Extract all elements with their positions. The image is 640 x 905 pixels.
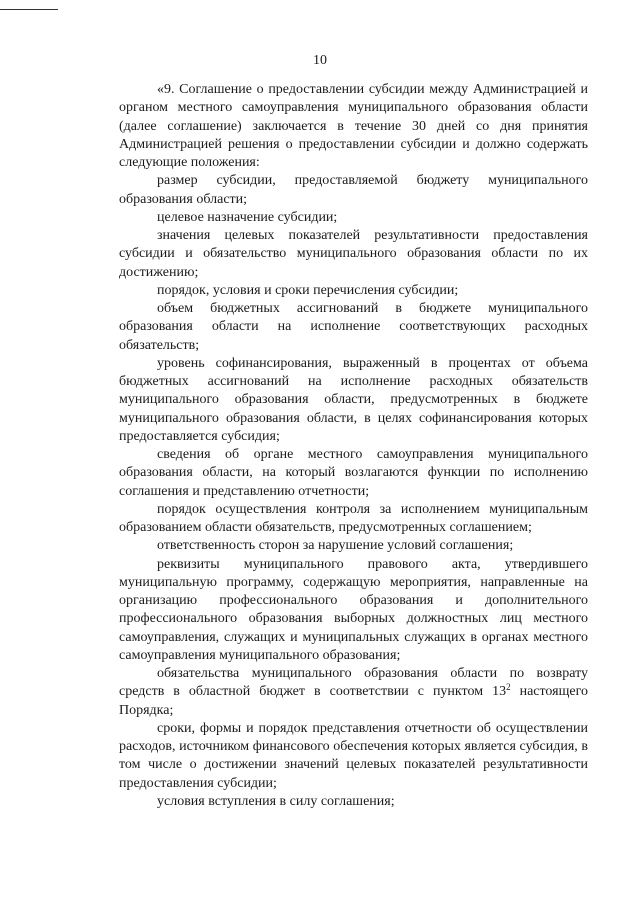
paragraph-transfer-terms: порядок, условия и сроки перечисления субсидии; bbox=[157, 282, 459, 298]
paragraph-control-procedure: порядок осуществления контроля за исполнением муниципальным образованием области обязательств, предусмотренных соглашением; bbox=[119, 501, 588, 535]
paragraph-agreement-intro: «9. Соглашение о предоставлении субсидии между Администрацией и органом местного самоуправления муниципального образования области (далее соглашение) заключается в течение 30 дней со дня принятия Администрацией решения о предоставлении субсидии и должно содержать следующие положения: bbox=[119, 82, 588, 170]
paragraph-refund-obligations bbox=[119, 665, 588, 720]
paragraph-subsidy-amount: размер субсидии, предоставляемой бюджету муниципального образования области; bbox=[119, 173, 588, 207]
page-number: 10 bbox=[313, 53, 327, 68]
refund-text-after: настоящего Порядка; bbox=[119, 684, 588, 718]
paragraph-budget-allocations: объем бюджетных ассигнований в бюджете муниципального образования области на исполнение соответствующих расходных обязательств; bbox=[119, 301, 588, 353]
corner-rule bbox=[0, 9, 58, 10]
paragraph-party-liability: ответственность сторон за нарушение условий соглашения; bbox=[157, 538, 514, 554]
paragraph-reporting: сроки, формы и порядок представления отчетности об осуществлении расходов, источником финансового обеспечения которых является субсидия, в том числе о достижении значений целевых показателей результативности предоставления субсидии; bbox=[119, 720, 588, 791]
refund-text-before: обязательства муниципального образования области по возврату средств в областной бюджет в соответствии с пунктом 13 bbox=[119, 666, 588, 700]
paragraph-responsible-body: сведения об органе местного самоуправления муниципального образования области, на который возлагаются функции по исполнению соглашения и представлению отчетности; bbox=[119, 447, 588, 499]
paragraph-program-details: реквизиты муниципального правового акта, утвердившего муниципальную программу, содержащую мероприятия, направленные на организацию профессионального образования и дополнительного профессионального образования выборных должностных лиц местного самоуправления, служащих и муниципальных служащих в органах местного самоуправления муниципального образования; bbox=[119, 556, 588, 663]
paragraph-entry-into-force: условия вступления в силу соглашения; bbox=[157, 793, 395, 809]
paragraph-subsidy-purpose: целевое назначение субсидии; bbox=[157, 209, 338, 225]
clause-superscript: 2 bbox=[506, 682, 511, 693]
paragraph-target-indicators: значения целевых показателей результативности предоставления субсидии и обязательство муниципального образования области по их достижению; bbox=[119, 228, 588, 280]
paragraph-cofinancing-level: уровень софинансирования, выраженный в процентах от объема бюджетных ассигнований на исполнение расходных обязательств муниципального образования области, предусмотренных в бюджете муниципального образования области, в целях софинансирования которых предоставляется субсидия; bbox=[119, 355, 588, 444]
document-body bbox=[119, 81, 588, 811]
